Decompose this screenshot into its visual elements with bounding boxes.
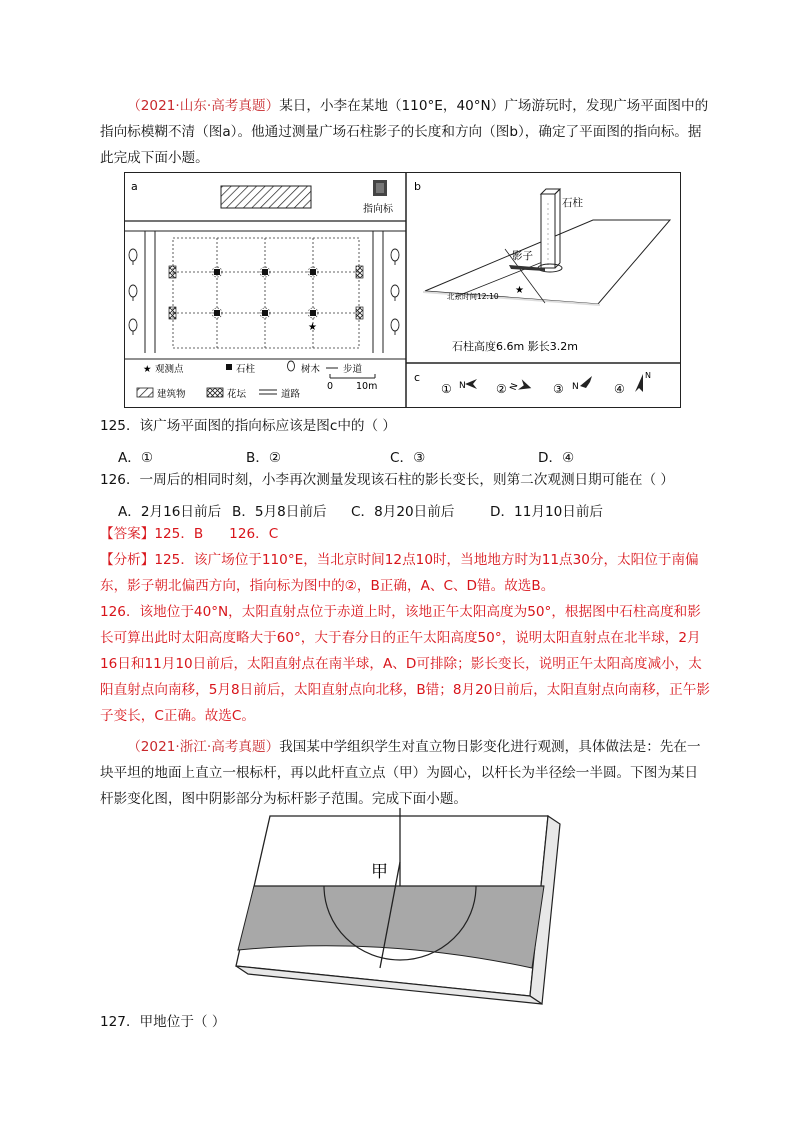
option-126-b: B．5月8日前后	[232, 504, 327, 520]
legend-pillar: 石柱	[236, 364, 256, 375]
compass-arrow-2-icon	[509, 379, 533, 393]
analysis-label: 【分析】	[100, 552, 155, 568]
pillar-caption: 石柱高度6.6m 影长3.2m	[452, 340, 578, 353]
answer-text: 125．B 126．C	[154, 526, 279, 542]
observe-point-star: ★	[308, 322, 317, 333]
compass-arrow-4-icon	[635, 371, 651, 392]
figure-1-drawing	[125, 173, 680, 407]
legend-walkway: 步道	[343, 364, 363, 375]
figure-2-drawing	[230, 808, 570, 1008]
compass-option-3: ③	[553, 382, 564, 396]
option-125-c: C．③	[390, 450, 426, 466]
source-tag-2: （2021·浙江·高考真题）	[127, 739, 280, 755]
observe-star-b: ★	[515, 285, 524, 296]
option-125-b: B．②	[246, 450, 282, 466]
legend-observe: 观测点	[155, 364, 184, 375]
scale-length: 10m	[356, 381, 378, 392]
compass-label: 指向标	[363, 204, 393, 215]
trees	[129, 249, 399, 335]
source-tag: （2021·山东·高考真题）	[127, 98, 280, 114]
question-125: 125．该广场平面图的指向标应该是图c中的（ ）	[100, 418, 397, 434]
svg-text:★: ★	[143, 364, 152, 375]
pillar-label: 石柱	[562, 197, 583, 209]
compass-arrow-3-icon	[572, 376, 592, 392]
option-125-d: D．④	[538, 450, 575, 466]
legend-flowerbed: 花坛	[227, 389, 247, 400]
analysis-paragraph-1	[100, 547, 710, 599]
intro-paragraph-2	[100, 734, 710, 812]
point-jia-label: 甲	[371, 862, 388, 882]
figure-2	[230, 808, 570, 1008]
question-126: 126．一周后的相同时刻，小李再次测量发现该石柱的影长变长，则第二次观测日期可能在（ ）	[100, 472, 675, 488]
svg-text:N: N	[645, 371, 651, 380]
shadow-label: 影子	[512, 250, 533, 262]
pillars	[212, 267, 318, 318]
figure-1	[124, 172, 681, 408]
intro-text: 某日，小李在某地（110°E，40°N）广场游玩时，发现广场平面图中的指向标模糊不清（图a）。他通过测量广场石柱影子的长度和方向（图b），确定了平面图的指向标。据此完成下面小题。	[100, 98, 709, 166]
answer-label: 【答案】	[100, 526, 155, 542]
analysis-paragraph-2: 126．该地位于40°N，太阳直射点位于赤道上时，该地正午太阳高度为50°，根据图中石柱高度和影长可算出此时太阳高度略大于60°，大于春分日的正午太阳高度50°，说明太阳直射点在北半球，2月16日和11月10日前后，太阳直射点在南半球，A、D可排除；影长变长，说明正午太阳高度减小，太阳直射点向南移，5月8日前后，太阳直射点向北移，B错；8月20日前后，太阳直射点向南移，正午影子变长，C正确。故选C。	[100, 604, 710, 724]
compass-option-1: ①	[441, 382, 452, 396]
compass-arrow-1-icon	[459, 379, 477, 391]
time-label: 北京时间12:10	[447, 292, 499, 301]
analysis-text-1: 125．该广场位于110°E，当北京时间12点10时，当地地方时为11点30分，太阳位于南偏东，影子朝北偏西方向，指向标为图中的②，B正确，A、C、D错。故选B。	[100, 552, 699, 594]
legend-tree: 树木	[301, 364, 321, 375]
intro-paragraph-1	[100, 93, 710, 171]
svg-text:N: N	[572, 382, 579, 392]
building-block	[221, 186, 311, 208]
option-126-d: D．11月10日前后	[490, 504, 604, 520]
legend-road: 道路	[281, 389, 301, 400]
svg-text:N: N	[459, 381, 466, 391]
panel-a-label: a	[131, 180, 138, 193]
svg-text:N: N	[508, 382, 521, 392]
legend-building: 建筑物	[157, 389, 186, 400]
panel-b-label: b	[414, 180, 421, 193]
option-126-c: C．8月20日前后	[351, 504, 455, 520]
compass-option-2: ②	[496, 382, 507, 396]
question-127: 127．甲地位于（ ）	[100, 1014, 226, 1030]
panel-c-label: c	[414, 371, 421, 384]
intro-text-2: 我国某中学组织学生对直立物日影变化进行观测，具体做法是：先在一块平坦的地面上直立一根标杆，再以此杆直立点（甲）为圆心，以杆长为半径绘一半圆。下图为某日杆影变化图，图中阴影部分为标杆影子范围。完成下面小题。	[100, 739, 701, 807]
options-125	[118, 446, 574, 466]
answer-line	[100, 521, 278, 547]
compass-option-4: ④	[614, 382, 625, 396]
scale-zero: 0	[327, 381, 334, 392]
option-126-a: A．2月16日前后	[118, 504, 222, 520]
option-125-a: A．①	[118, 450, 154, 466]
options-126	[118, 500, 603, 520]
